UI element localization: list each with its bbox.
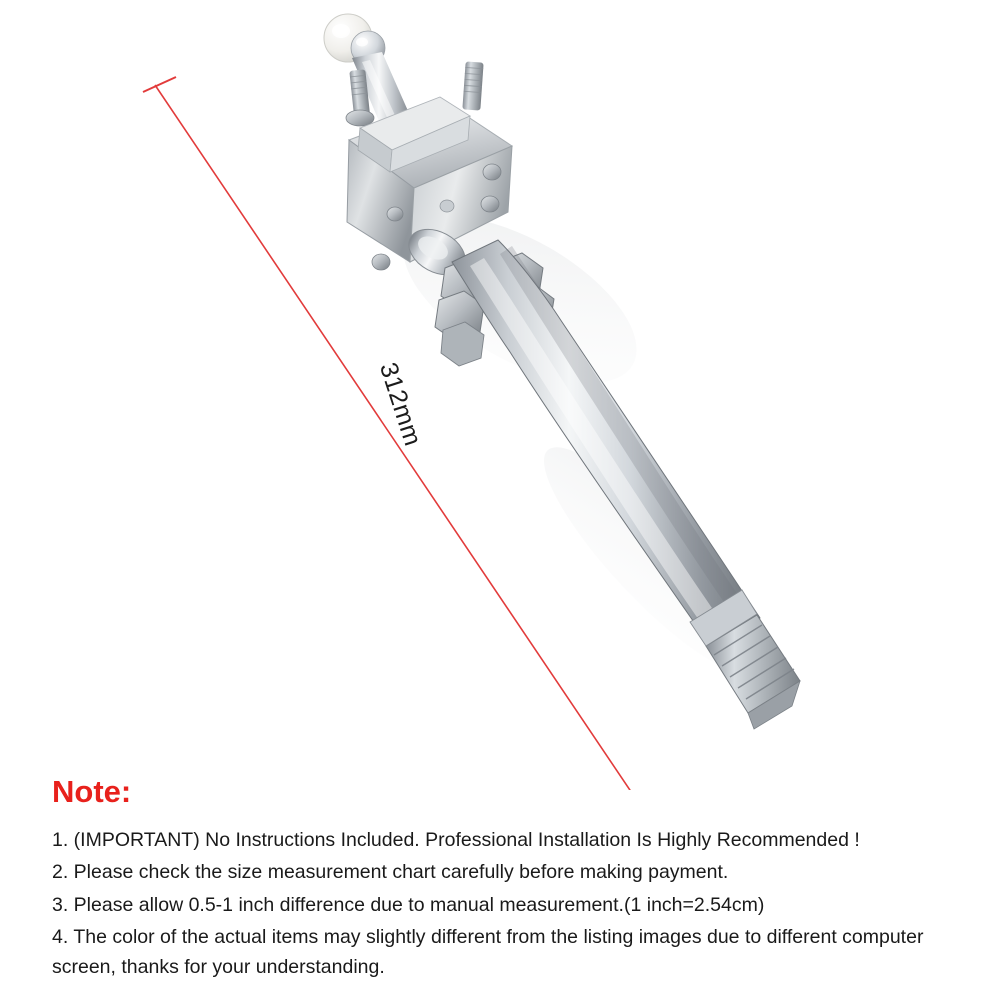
adjuster-stud-right bbox=[462, 61, 483, 110]
note-item-4: 4. The color of the actual items may slightly different from the listing images due to different computer screen, thanks for your understanding. bbox=[52, 925, 924, 978]
note-title: Note: bbox=[52, 774, 132, 809]
note-item-2: 2. Please check the size measurement chart carefully before making payment. bbox=[52, 861, 729, 884]
note-item-3: 3. Please allow 0.5-1 inch difference due to manual measurement.(1 inch=2.54cm) bbox=[52, 893, 765, 916]
note-list bbox=[52, 825, 948, 982]
note-section bbox=[0, 775, 1000, 984]
note-item-1: 1. (IMPORTANT) No Instructions Included. Professional Installation Is Highly Recommended ! bbox=[52, 829, 860, 852]
dimension-label: 312mm bbox=[373, 359, 428, 450]
